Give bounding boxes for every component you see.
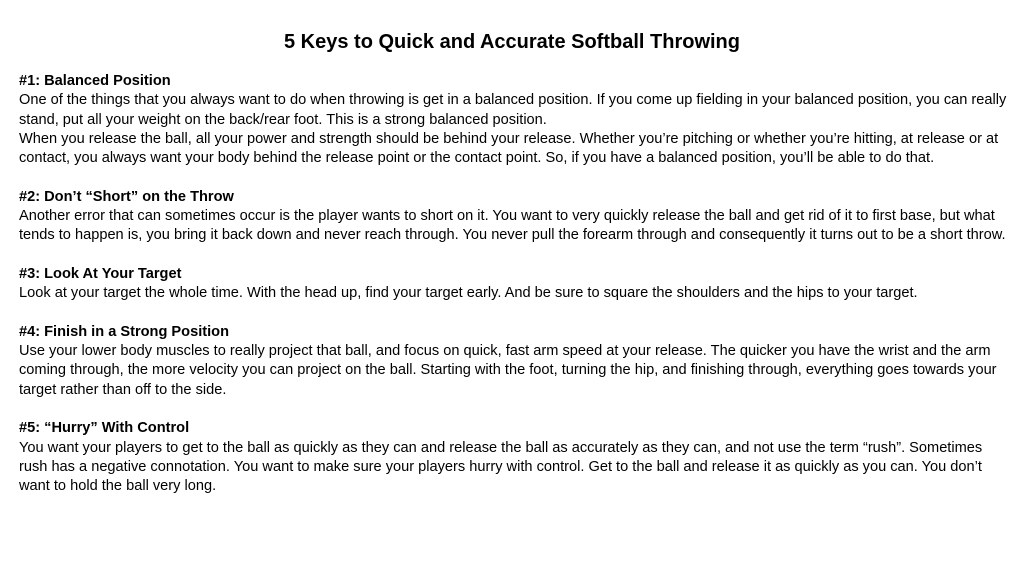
section-paragraph: When you release the ball, all your power and strength should be behind your release. Whether you’re pitching or whether you’re hitting, at release or at contact, you always want your body behind the release point or the contact point. So, if you have a balanced position, you’ll be able to do that. <box>19 130 999 167</box>
section-paragraph: You want your players to get to the ball as quickly as they can and release the ball as accurately as they can, and not use the term “rush”. Sometimes rush has a negative connotation. You want to make sure your players hurry with control. Get to the ball and release it as quickly as you can. You don’t want to hold the ball very long. <box>19 439 983 495</box>
section-paragraph: Use your lower body muscles to really project that ball, and focus on quick, fast arm speed at your release. The quicker you have the wrist and the arm coming through, the more velocity you can project on the ball. Starting with the foot, turning the hip, and finishing through, everything goes towards your target rather than off to the side. <box>19 343 997 398</box>
section-strong-position <box>19 323 1009 400</box>
page-title: 5 Keys to Quick and Accurate Softball Throwing <box>283 31 740 53</box>
slide-content <box>19 72 1009 497</box>
section-paragraph: Look at your target the whole time. With the head up, find your target early. And be sure to square the shoulders and the hips to your target. <box>19 285 918 302</box>
section-balanced-position <box>19 72 1009 168</box>
section-paragraph: Another error that can sometimes occur is the player wants to short on it. You want to very quickly release the ball and get rid of it to first base, but what tends to happen is, you bring it back down and never reach through. You never pull the forearm through and consequently it turns out to be a short throw. <box>19 208 1006 244</box>
section-hurry-with-control <box>19 419 1009 496</box>
section-dont-short <box>19 188 1009 246</box>
section-heading: #1: Balanced Position <box>19 73 171 89</box>
section-paragraph: One of the things that you always want to do when throwing is get in a balanced position. If you come up fielding in your balanced position, you can really stand, put all your weight on the back/rear foot. This is a strong balanced position. <box>19 92 1007 128</box>
section-heading: #5: “Hurry” With Control <box>19 420 190 437</box>
section-heading: #2: Don’t “Short” on the Throw <box>19 188 234 205</box>
section-heading: #4: Finish in a Strong Position <box>19 323 229 340</box>
section-heading: #3: Look At Your Target <box>19 265 182 282</box>
section-look-at-target <box>19 265 1009 304</box>
